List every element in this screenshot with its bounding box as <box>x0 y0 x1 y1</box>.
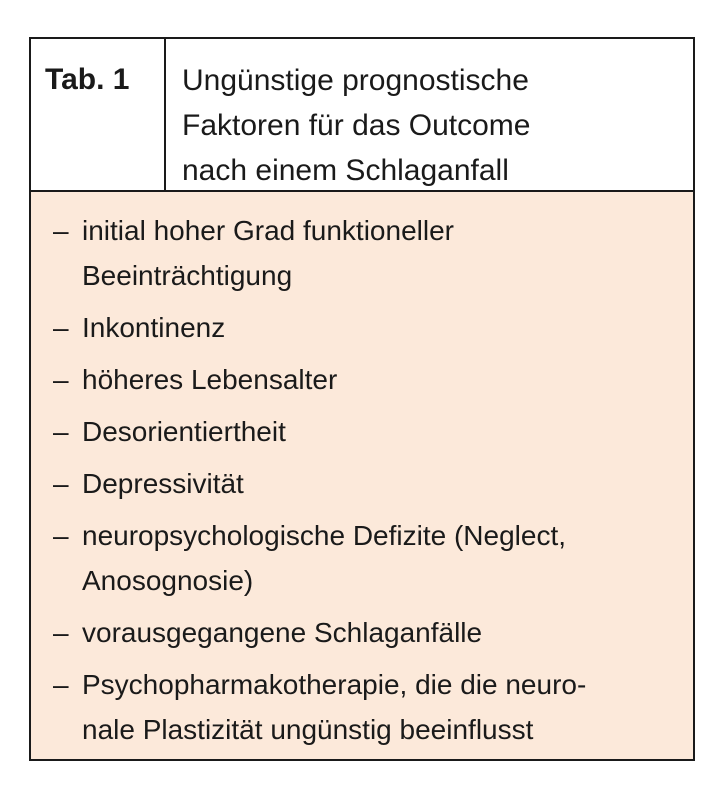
list-item <box>31 208 693 298</box>
factor-list <box>31 208 693 759</box>
dash-bullet: – <box>53 520 69 551</box>
list-item <box>31 461 693 506</box>
item-line: Beeinträchtigung <box>82 260 293 291</box>
dash-bullet: – <box>53 215 69 246</box>
dash-bullet: – <box>53 468 69 499</box>
list-item <box>31 305 693 350</box>
dash-bullet: – <box>53 364 69 395</box>
item-line: Depressivität <box>82 468 244 499</box>
item-line: nale Plastizität ungünstig beeinflusst <box>82 714 534 745</box>
item-line: neuropsychologische Defizite (Neglect, <box>82 520 567 551</box>
table-number: Tab. 1 <box>31 39 166 190</box>
table-header <box>31 39 693 192</box>
item-line: Desorientiertheit <box>82 416 286 447</box>
title-line: Ungünstige prognostische <box>182 64 529 97</box>
item-line: initial hoher Grad funktioneller <box>82 215 454 246</box>
list-item <box>31 513 693 603</box>
list-item <box>31 357 693 402</box>
item-line: Psychopharmakotherapie, die die neuro- <box>82 669 587 700</box>
dash-bullet: – <box>53 669 69 700</box>
dash-bullet: – <box>53 617 69 648</box>
factor-table <box>29 37 695 761</box>
dash-bullet: – <box>53 312 69 343</box>
table-title <box>182 58 682 193</box>
list-item <box>31 662 693 752</box>
list-item <box>31 610 693 655</box>
item-line: vorausgegangene Schlaganfälle <box>82 617 483 648</box>
dash-bullet: – <box>53 416 69 447</box>
item-line: Anosognosie) <box>82 565 254 596</box>
list-item <box>31 409 693 454</box>
title-line: nach einem Schlaganfall <box>182 154 509 187</box>
item-line: Inkontinenz <box>82 312 226 343</box>
item-line: höheres Lebensalter <box>82 364 338 395</box>
title-line: Faktoren für das Outcome <box>182 109 531 142</box>
